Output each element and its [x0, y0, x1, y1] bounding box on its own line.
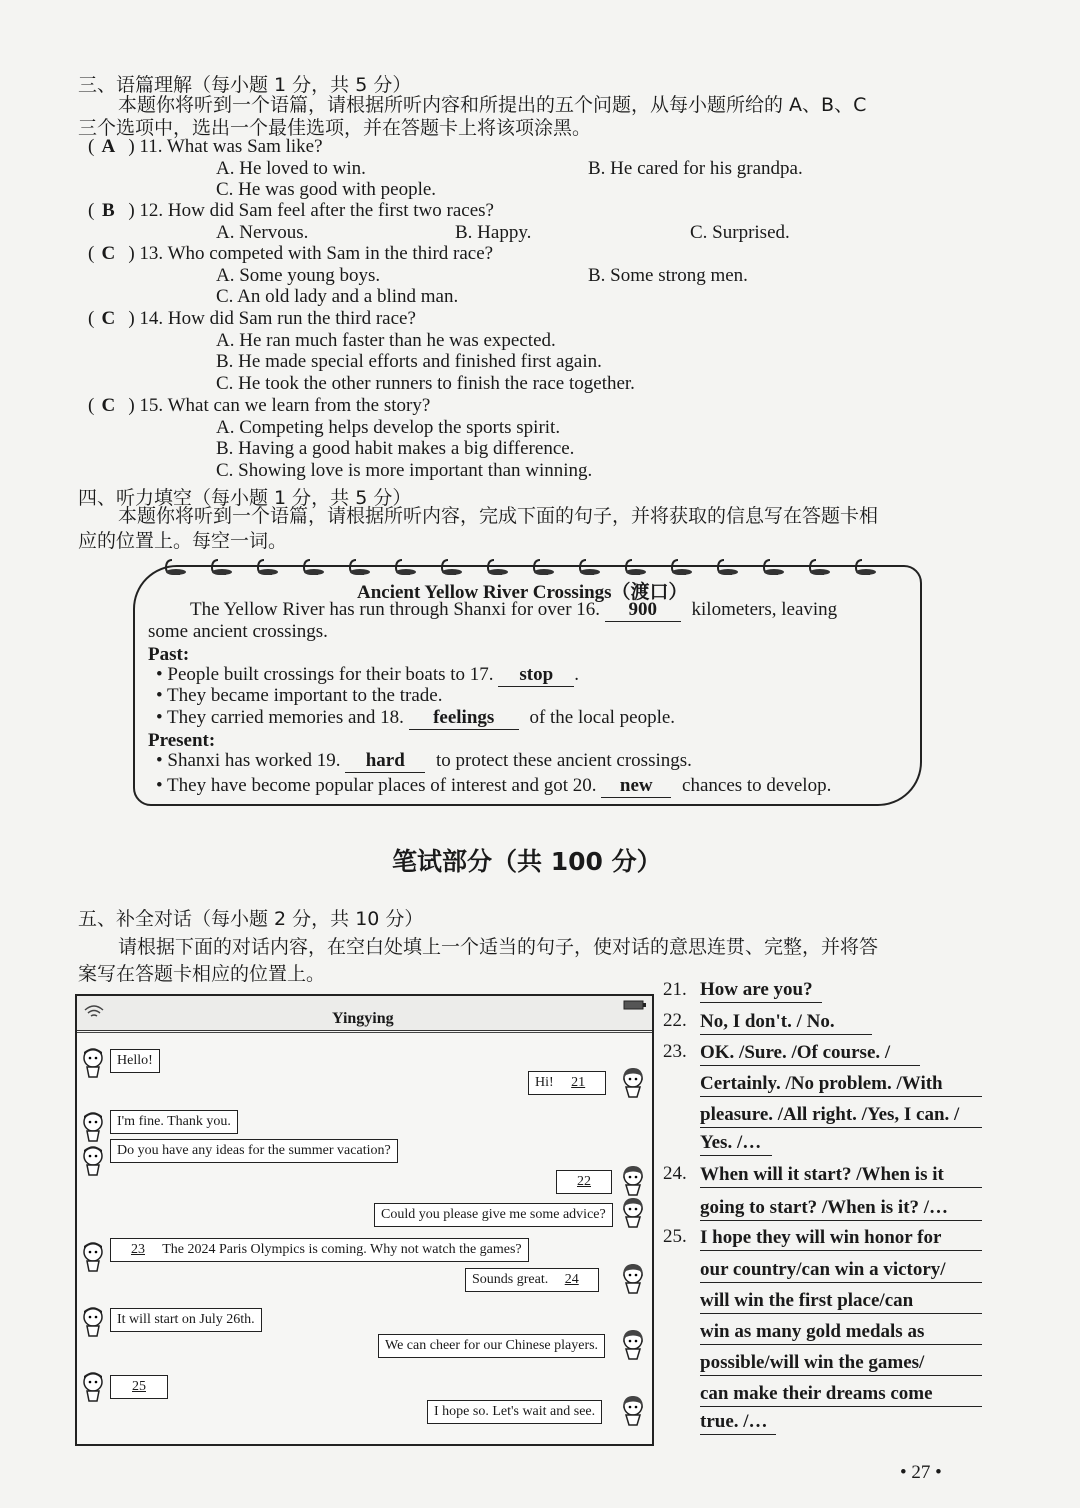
present-item-1-text: • Shanxi has worked 19.	[156, 750, 341, 771]
section4-instruction-cont: 应的位置上。每空一词。	[78, 530, 288, 552]
option-b: B. He cared for his grandpa.	[588, 157, 803, 179]
option-c: C. Showing love is more important than winning.	[216, 459, 593, 481]
answer-21: How are you?	[700, 978, 822, 1003]
intro-text-line2: some ancient crossings.	[148, 621, 328, 642]
section5-instruction-cont: 案写在答题卡相应的位置上。	[78, 963, 326, 985]
question-11	[88, 136, 323, 158]
bracket-open: (	[88, 136, 95, 157]
boy-avatar-icon	[80, 1144, 106, 1176]
present-item-2	[156, 775, 831, 798]
past-item-3	[156, 707, 675, 730]
chat-bubble-left: I'm fine. Thank you.	[110, 1110, 238, 1134]
answer-25-line: I hope they will win honor for	[700, 1226, 982, 1251]
question-number: 12.	[139, 200, 164, 221]
answer-number: 23.	[663, 1041, 687, 1062]
answer-25-line: win as many gold medals as	[700, 1320, 982, 1345]
question-14	[88, 308, 416, 330]
option-b: B. He made special efforts and finished first again.	[216, 351, 602, 372]
blank-21: 21	[571, 1075, 586, 1090]
written-part-title: 笔试部分（共 100 分）	[392, 847, 662, 876]
chat-bubble-left: Hello!	[110, 1049, 160, 1073]
past-item-1	[156, 664, 579, 687]
answer-number: 22.	[663, 1010, 687, 1031]
bracket-close: )	[128, 136, 135, 157]
option-c: C. An old lady and a blind man.	[216, 286, 459, 307]
answer-number: 25.	[663, 1226, 687, 1247]
chat-bubble-right: Could you please give me some advice?	[374, 1203, 613, 1227]
present-item-2-text: • They have become popular places of interest and got 20.	[156, 775, 597, 796]
chat-bubble-left: Do you have any ideas for the summer vacation?	[110, 1139, 398, 1163]
boy-avatar-icon	[80, 1240, 106, 1272]
notebook-rings	[160, 556, 900, 578]
title-bar-divider	[77, 1032, 652, 1033]
bracket-open: (	[88, 200, 95, 221]
spiral-ring-icon	[160, 556, 900, 578]
bracket-open: (	[88, 308, 95, 329]
section4-instruction: 本题你将听到一个语篇，请根据所听内容，完成下面的句子，并将获取的信息写在答题卡相	[118, 505, 879, 527]
bracket-close: )	[128, 395, 135, 416]
boy-avatar-icon	[80, 1110, 106, 1142]
section3-instruction-cont: 三个选项中，选出一个最佳选项，并在答题卡上将该项涂黑。	[78, 117, 592, 139]
wifi-icon	[83, 1004, 105, 1018]
chat-bubble-right	[556, 1170, 612, 1194]
question-13	[88, 243, 493, 265]
option-a: A. Competing helps develop the sports spirit.	[216, 416, 561, 438]
answer-choice: B	[101, 200, 115, 221]
option-b: B. Happy.	[455, 221, 532, 243]
bubble-text: The 2024 Paris Olympics is coming. Why not watch the games?	[162, 1242, 522, 1257]
answer-24-line: When will it start? /When is it	[700, 1163, 982, 1188]
question-15	[88, 395, 430, 417]
section3-title: 三、语篇理解（每小题 1 分，共 5 分）	[78, 74, 412, 96]
past-item-3-end: of the local people.	[529, 707, 676, 728]
question-text: Who competed with Sam in the third race?	[167, 243, 494, 264]
chat-bubble-left	[110, 1238, 529, 1262]
past-item-2: • They became important to the trade.	[156, 685, 443, 706]
answer-choice: C	[101, 308, 116, 329]
page-number: • 27 •	[900, 1462, 942, 1483]
blank-19: hard	[345, 750, 425, 773]
question-number: 13.	[139, 243, 164, 264]
bracket-close: )	[128, 243, 135, 264]
question-text: How did Sam run the third race?	[167, 308, 416, 329]
blank-22: 22	[577, 1174, 591, 1189]
blank-16: 900	[605, 599, 681, 622]
blank-17: stop	[498, 664, 574, 687]
option-b: B. Some strong men.	[588, 264, 748, 286]
option-b: B. Having a good habit makes a big difference.	[216, 438, 575, 459]
option-c: C. He took the other runners to finish the race together.	[216, 372, 635, 394]
section5-title: 五、补全对话（每小题 2 分，共 10 分）	[78, 908, 424, 930]
option-a: A. Some young boys.	[216, 264, 381, 286]
section5-instruction: 请根据下面的对话内容，在空白处填上一个适当的句子，使对话的意思连贯、完整，并将答	[118, 936, 879, 958]
girl-avatar-icon	[620, 1066, 646, 1098]
bubble-text: Sounds great.	[472, 1272, 549, 1287]
blank-23: 23	[131, 1242, 145, 1257]
chat-bubble-left: It will start on July 26th.	[110, 1308, 262, 1332]
present-item-2-end: chances to develop.	[682, 775, 832, 796]
bracket-close: )	[128, 200, 135, 221]
present-item-1-end: to protect these ancient crossings.	[436, 750, 692, 771]
option-a: A. Nervous.	[216, 221, 309, 243]
answer-choice: C	[101, 395, 116, 416]
question-number: 11.	[139, 136, 163, 157]
past-item-1-end: .	[574, 664, 580, 685]
option-a: A. He ran much faster than he was expected.	[216, 329, 556, 351]
answer-25-line: our country/can win a victory/	[700, 1258, 982, 1283]
option-c: C. He was good with people.	[216, 179, 437, 200]
section3-instruction: 本题你将听到一个语篇，请根据所听内容和所提出的五个问题，从每小题所给的 A、B、C	[118, 94, 867, 116]
bracket-open: (	[88, 395, 95, 416]
answer-choice: C	[101, 243, 116, 264]
girl-avatar-icon	[620, 1164, 646, 1196]
answer-choice: A	[101, 136, 116, 157]
blank-20: new	[601, 775, 671, 798]
chat-bubble-right	[528, 1071, 606, 1095]
chat-title: Yingying	[332, 1010, 394, 1027]
blank-18: feelings	[409, 707, 519, 730]
blank-24: 24	[564, 1272, 579, 1287]
bubble-text: Hi!	[535, 1075, 554, 1090]
question-text: How did Sam feel after the first two races?	[167, 200, 494, 221]
intro-text: The Yellow River has run through Shanxi for over 16.	[190, 599, 601, 620]
box-title: Ancient Yellow River Crossings（渡口）	[357, 582, 688, 603]
present-item-1	[156, 750, 692, 773]
blank-25: 25	[132, 1379, 146, 1394]
question-number: 15.	[139, 395, 164, 416]
answer-23-line: Certainly. /No problem. /With	[700, 1072, 982, 1097]
answer-22: No, I don't. / No.	[700, 1010, 872, 1035]
past-item-1-text: • People built crossings for their boats to 17.	[156, 664, 494, 685]
answer-25-line: true. /…	[700, 1410, 776, 1435]
answer-25-line: possible/will win the games/	[700, 1351, 982, 1376]
answer-23-line: OK. /Sure. /Of course. /	[700, 1041, 920, 1066]
bracket-close: )	[128, 308, 135, 329]
present-label: Present:	[148, 730, 216, 751]
box-intro	[190, 599, 837, 622]
chat-bubble-right	[465, 1268, 599, 1292]
answer-25-line: will win the first place/can	[700, 1289, 982, 1314]
answer-24-line: going to start? /When is it? /…	[700, 1196, 982, 1221]
girl-avatar-icon	[620, 1394, 646, 1426]
option-a: A. He loved to win.	[216, 157, 366, 179]
answer-number: 21.	[663, 979, 687, 1000]
bracket-open: (	[88, 243, 95, 264]
option-c: C. Surprised.	[690, 221, 790, 243]
chat-bubble-right: I hope so. Let's wait and see.	[427, 1400, 602, 1424]
intro-text-cont: kilometers, leaving	[691, 599, 838, 620]
chat-bubble-right: We can cheer for our Chinese players.	[378, 1334, 605, 1358]
question-number: 14.	[139, 308, 164, 329]
question-text: What can we learn from the story?	[167, 395, 431, 416]
section4-title: 四、听力填空（每小题 1 分，共 5 分）	[78, 487, 412, 509]
chat-bubble-left	[110, 1375, 168, 1399]
boy-avatar-icon	[80, 1370, 106, 1402]
boy-avatar-icon	[80, 1046, 106, 1078]
girl-avatar-icon	[620, 1196, 646, 1228]
answer-25-line: can make their dreams come	[700, 1382, 982, 1407]
question-12	[88, 200, 494, 222]
girl-avatar-icon	[620, 1328, 646, 1360]
answer-number: 24.	[663, 1163, 687, 1184]
battery-icon	[623, 1000, 647, 1010]
answer-23-line: pleasure. /All right. /Yes, I can. /	[700, 1103, 982, 1128]
past-label: Past:	[148, 644, 190, 665]
past-item-3-text: • They carried memories and 18.	[156, 707, 404, 728]
question-text: What was Sam like?	[166, 136, 323, 157]
chat-title-bar	[77, 996, 652, 1031]
boy-avatar-icon	[80, 1305, 106, 1337]
girl-avatar-icon	[620, 1262, 646, 1294]
answer-23-line: Yes. /…	[700, 1131, 772, 1156]
